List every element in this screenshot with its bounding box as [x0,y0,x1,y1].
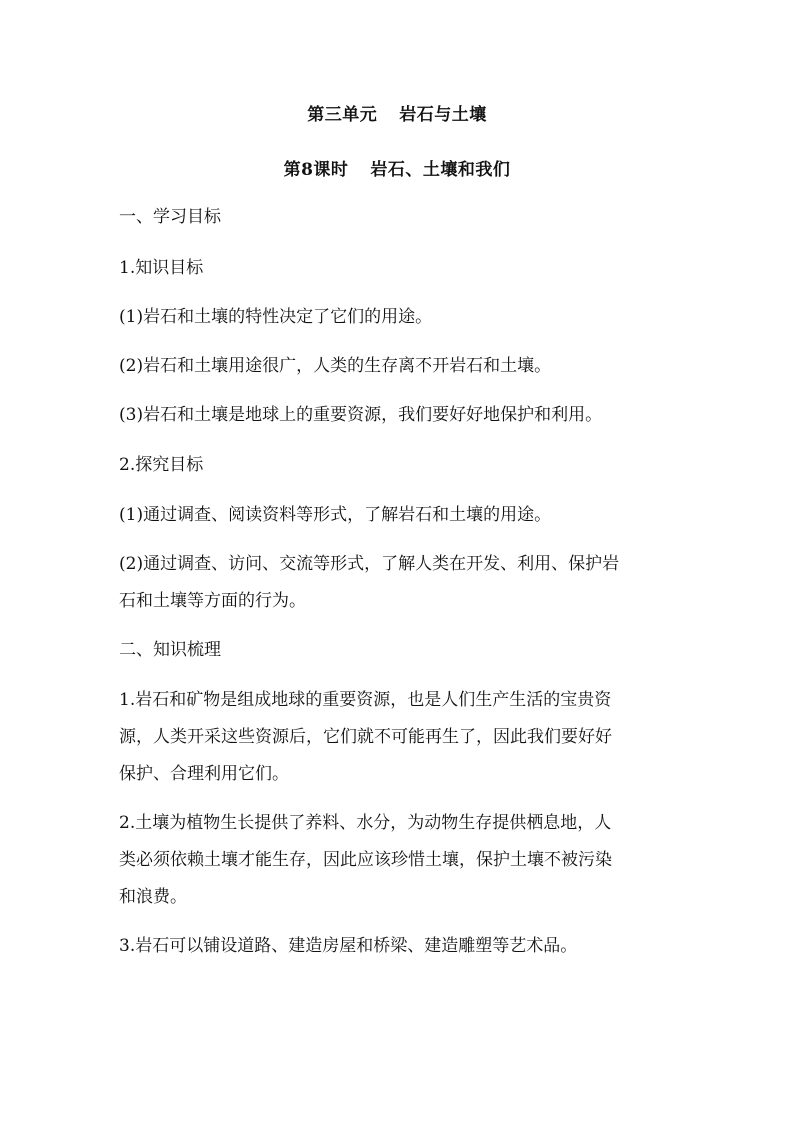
review-point-2-line: 和浪费。 [119,887,187,907]
knowledge-goal-2: (2)岩石和土壤用途很广，人类的生存离不开岩石和土壤。 [119,356,552,376]
lesson-name: 岩石、土壤和我们 [370,160,511,180]
review-point-1-line: 1.岩石和矿物是组成地球的重要资源，也是人们生产生活的宝贵资 [119,690,612,710]
review-point-1-line: 保护、合理利用它们。 [119,764,289,784]
lesson-title [0,155,794,180]
unit-title [0,100,794,125]
review-point-2 [119,805,679,916]
inquiry-goal-2 [119,546,679,620]
review-point-1 [119,682,679,793]
subheading-inquiry-goals: 2.探究目标 [119,455,204,475]
subheading-knowledge-goals: 1.知识目标 [119,258,204,278]
knowledge-goal-3: (3)岩石和土壤是地球上的重要资源，我们要好好地保护和利用。 [119,405,603,425]
section-heading-learning-goals: 一、学习目标 [119,207,221,227]
inquiry-goal-1: (1)通过调查、阅读资料等形式，了解岩石和土壤的用途。 [119,505,552,525]
section-heading-knowledge-review: 二、知识梳理 [119,640,221,660]
inquiry-goal-2-line: 石和土壤等方面的行为。 [119,591,306,611]
unit-name: 岩石与土壤 [399,105,487,125]
lesson-number: 第8课时 [283,160,349,180]
review-point-3: 3.岩石可以铺设道路、建造房屋和桥梁、建造雕塑等艺术品。 [119,936,578,956]
knowledge-goal-1: (1)岩石和土壤的特性决定了它们的用途。 [119,307,433,327]
review-point-1-line: 源，人类开采这些资源后，它们就不可能再生了，因此我们要好好 [119,727,612,747]
review-point-2-line: 类必须依赖土壤才能生存，因此应该珍惜土壤，保护土壤不被污染 [119,850,612,870]
review-point-2-line: 2.土壤为植物生长提供了养料、水分，为动物生存提供栖息地，人 [119,813,612,833]
inquiry-goal-2-line: (2)通过调查、访问、交流等形式，了解人类在开发、利用、保护岩 [119,554,620,574]
unit-number: 第三单元 [307,105,378,125]
